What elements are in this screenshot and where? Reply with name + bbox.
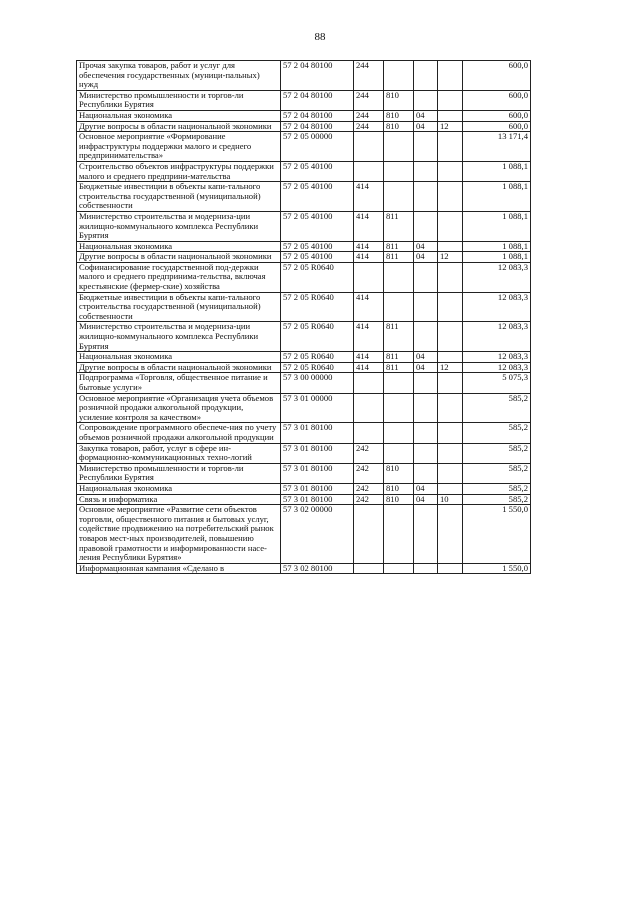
row-subsection: [438, 262, 463, 292]
table-row: [77, 252, 531, 263]
row-expense-type: 414: [354, 352, 384, 363]
row-subsection: [438, 352, 463, 363]
table-row: [77, 373, 531, 393]
table-row: [77, 211, 531, 241]
row-subsection: [438, 563, 463, 574]
row-section: 04: [414, 110, 438, 121]
row-section: [414, 393, 438, 423]
table-row: [77, 90, 531, 110]
row-section: [414, 505, 438, 564]
row-expense-type: [354, 563, 384, 574]
table-row: [77, 182, 531, 212]
row-name: Сопровождение программного обеспече-ния по учету объемов розничной продажи алкогольной продукции: [77, 423, 281, 443]
row-name: Связь и информатика: [77, 494, 281, 505]
row-name: Подпрограмма «Торговля, общественное питание и бытовые услуги»: [77, 373, 281, 393]
table-row: [77, 132, 531, 162]
row-name: Министерство строительства и модерниза-ции жилищно-коммунального комплекса Республики Бурятия: [77, 322, 281, 352]
row-sum: 1 088,1: [463, 211, 531, 241]
row-ministry-code: 810: [384, 90, 414, 110]
row-code: 57 3 01 80100: [281, 463, 354, 483]
row-code: 57 2 04 80100: [281, 110, 354, 121]
row-code: 57 3 01 80100: [281, 494, 354, 505]
row-expense-type: [354, 423, 384, 443]
row-name: Основное мероприятие «Развитие сети объектов торговли, общественного питания и бытовых услуг, содействие продвижению на потребительский рынок товаров мест-ных производителей, повышению правовой грамотности и информированности насе-ления Республики Бурятия»: [77, 505, 281, 564]
row-name: Бюджетные инвестиции в объекты капи-тального строительства государственной (муниципальной) собственности: [77, 292, 281, 322]
row-name: Национальная экономика: [77, 241, 281, 252]
row-code: 57 2 04 80100: [281, 61, 354, 91]
row-ministry-code: 811: [384, 322, 414, 352]
row-subsection: [438, 292, 463, 322]
row-sum: 1 088,1: [463, 252, 531, 263]
row-name: Основное мероприятие «Организация учета объемов розничной продажи алкогольной продукции, усиление контроля за качеством»: [77, 393, 281, 423]
row-ministry-code: 811: [384, 362, 414, 373]
row-subsection: [438, 443, 463, 463]
table-row: [77, 121, 531, 132]
row-code: 57 2 05 R0640: [281, 322, 354, 352]
row-name: Софинансирование государственной под-держки малого и среднего предпринима-тельства, включая крестьянские (фермер-ские) хозяйства: [77, 262, 281, 292]
row-sum: 1 088,1: [463, 241, 531, 252]
row-expense-type: [354, 393, 384, 423]
row-sum: 585,2: [463, 423, 531, 443]
row-ministry-code: [384, 505, 414, 564]
row-subsection: [438, 373, 463, 393]
row-ministry-code: [384, 393, 414, 423]
row-section: [414, 423, 438, 443]
row-subsection: [438, 110, 463, 121]
row-code: 57 3 02 00000: [281, 505, 354, 564]
row-sum: 1 550,0: [463, 563, 531, 574]
row-ministry-code: 810: [384, 463, 414, 483]
row-ministry-code: [384, 61, 414, 91]
row-subsection: [438, 505, 463, 564]
row-ministry-code: [384, 292, 414, 322]
row-name: Министерство промышленности и торгов-ли Республики Бурятия: [77, 463, 281, 483]
table-row: [77, 110, 531, 121]
row-ministry-code: 811: [384, 252, 414, 263]
row-section: [414, 322, 438, 352]
row-sum: 12 083,3: [463, 262, 531, 292]
row-ministry-code: [384, 373, 414, 393]
row-expense-type: 414: [354, 252, 384, 263]
row-subsection: [438, 161, 463, 181]
row-name: Национальная экономика: [77, 110, 281, 121]
row-subsection: [438, 322, 463, 352]
row-section: [414, 292, 438, 322]
row-subsection: [438, 393, 463, 423]
table-row: [77, 494, 531, 505]
table-row: [77, 362, 531, 373]
table-row: [77, 393, 531, 423]
row-code: 57 3 02 80100: [281, 563, 354, 574]
row-subsection: [438, 132, 463, 162]
row-sum: 12 083,3: [463, 292, 531, 322]
table-row: [77, 505, 531, 564]
row-section: [414, 563, 438, 574]
row-sum: 13 171,4: [463, 132, 531, 162]
table-row: [77, 563, 531, 574]
row-subsection: [438, 423, 463, 443]
row-name: Строительство объектов инфраструктуры поддержки малого и среднего предприни-мательства: [77, 161, 281, 181]
row-section: 04: [414, 494, 438, 505]
row-sum: 1 550,0: [463, 505, 531, 564]
row-name: Национальная экономика: [77, 483, 281, 494]
row-ministry-code: 810: [384, 121, 414, 132]
row-ministry-code: [384, 262, 414, 292]
row-name: Другие вопросы в области национальной экономики: [77, 252, 281, 263]
row-code: 57 2 05 R0640: [281, 262, 354, 292]
row-ministry-code: [384, 132, 414, 162]
row-expense-type: [354, 262, 384, 292]
row-sum: 600,0: [463, 90, 531, 110]
row-ministry-code: 810: [384, 483, 414, 494]
row-name: Другие вопросы в области национальной экономики: [77, 121, 281, 132]
row-section: [414, 61, 438, 91]
row-code: 57 3 01 80100: [281, 443, 354, 463]
page-number: 88: [314, 31, 326, 43]
row-ministry-code: [384, 563, 414, 574]
row-section: [414, 262, 438, 292]
row-expense-type: 414: [354, 362, 384, 373]
row-sum: 600,0: [463, 121, 531, 132]
row-sum: 5 075,3: [463, 373, 531, 393]
table-row: [77, 161, 531, 181]
row-section: 04: [414, 362, 438, 373]
table-row: [77, 483, 531, 494]
row-subsection: 12: [438, 362, 463, 373]
row-section: 04: [414, 352, 438, 363]
row-code: 57 2 05 R0640: [281, 292, 354, 322]
row-code: 57 3 01 80100: [281, 483, 354, 494]
row-subsection: [438, 182, 463, 212]
row-subsection: [438, 61, 463, 91]
row-section: [414, 182, 438, 212]
row-code: 57 3 01 80100: [281, 423, 354, 443]
table-row: [77, 423, 531, 443]
row-subsection: 12: [438, 252, 463, 263]
row-ministry-code: [384, 423, 414, 443]
row-sum: 1 088,1: [463, 182, 531, 212]
row-sum: 12 083,3: [463, 322, 531, 352]
row-code: 57 3 01 00000: [281, 393, 354, 423]
row-section: [414, 161, 438, 181]
row-section: [414, 90, 438, 110]
table-row: [77, 443, 531, 463]
row-name: Бюджетные инвестиции в объекты капи-тального строительства государственной (муниципальной) собственности: [77, 182, 281, 212]
row-sum: 585,2: [463, 494, 531, 505]
row-ministry-code: 811: [384, 211, 414, 241]
table-row: [77, 262, 531, 292]
row-sum: 600,0: [463, 110, 531, 121]
row-name: Информационная кампания «Сделано в: [77, 563, 281, 574]
row-ministry-code: 810: [384, 110, 414, 121]
row-name: Министерство промышленности и торгов-ли Республики Бурятия: [77, 90, 281, 110]
row-ministry-code: [384, 161, 414, 181]
row-sum: 585,2: [463, 463, 531, 483]
row-expense-type: 414: [354, 292, 384, 322]
table-row: [77, 352, 531, 363]
row-section: [414, 132, 438, 162]
row-sum: 600,0: [463, 61, 531, 91]
row-ministry-code: 810: [384, 494, 414, 505]
row-expense-type: 244: [354, 61, 384, 91]
row-code: 57 3 00 00000: [281, 373, 354, 393]
table-row: [77, 322, 531, 352]
row-section: 04: [414, 252, 438, 263]
row-section: 04: [414, 241, 438, 252]
row-name: Другие вопросы в области национальной экономики: [77, 362, 281, 373]
row-expense-type: [354, 132, 384, 162]
row-sum: 12 083,3: [463, 362, 531, 373]
row-subsection: [438, 241, 463, 252]
row-ministry-code: 811: [384, 352, 414, 363]
row-name: Закупка товаров, работ, услуг в сфере ин-формационно-коммуникационных техно-логий: [77, 443, 281, 463]
row-expense-type: 414: [354, 241, 384, 252]
row-expense-type: 414: [354, 182, 384, 212]
row-code: 57 2 05 40100: [281, 182, 354, 212]
table-row: [77, 241, 531, 252]
row-code: 57 2 05 R0640: [281, 352, 354, 363]
row-expense-type: 244: [354, 121, 384, 132]
row-code: 57 2 05 40100: [281, 241, 354, 252]
row-ministry-code: [384, 182, 414, 212]
row-section: [414, 443, 438, 463]
row-code: 57 2 04 80100: [281, 121, 354, 132]
table-row: [77, 463, 531, 483]
row-sum: 1 088,1: [463, 161, 531, 181]
row-section: [414, 463, 438, 483]
row-subsection: [438, 211, 463, 241]
row-sum: 585,2: [463, 483, 531, 494]
row-code: 57 2 05 40100: [281, 252, 354, 263]
row-sum: 12 083,3: [463, 352, 531, 363]
row-code: 57 2 04 80100: [281, 90, 354, 110]
row-code: 57 2 05 00000: [281, 132, 354, 162]
budget-table: [76, 60, 531, 574]
row-name: Национальная экономика: [77, 352, 281, 363]
row-code: 57 2 05 R0640: [281, 362, 354, 373]
row-expense-type: 244: [354, 110, 384, 121]
row-subsection: 12: [438, 121, 463, 132]
row-expense-type: 242: [354, 463, 384, 483]
row-expense-type: 414: [354, 211, 384, 241]
row-expense-type: 244: [354, 90, 384, 110]
row-section: 04: [414, 121, 438, 132]
table-row: [77, 292, 531, 322]
table-row: [77, 61, 531, 91]
row-ministry-code: [384, 443, 414, 463]
row-name: Основное мероприятие «Формирование инфраструктуры поддержки малого и среднего предпринимательства»: [77, 132, 281, 162]
row-expense-type: 242: [354, 443, 384, 463]
row-code: 57 2 05 40100: [281, 211, 354, 241]
row-name: Министерство строительства и модерниза-ции жилищно-коммунального комплекса Республики Бурятия: [77, 211, 281, 241]
row-section: [414, 373, 438, 393]
row-section: [414, 211, 438, 241]
row-expense-type: [354, 505, 384, 564]
row-subsection: [438, 90, 463, 110]
row-expense-type: 242: [354, 494, 384, 505]
row-subsection: 10: [438, 494, 463, 505]
row-expense-type: 242: [354, 483, 384, 494]
row-sum: 585,2: [463, 443, 531, 463]
row-subsection: [438, 463, 463, 483]
row-section: 04: [414, 483, 438, 494]
row-name: Прочая закупка товаров, работ и услуг для обеспечения государственных (муници-пальных) нужд: [77, 61, 281, 91]
row-ministry-code: 811: [384, 241, 414, 252]
row-subsection: [438, 483, 463, 494]
row-sum: 585,2: [463, 393, 531, 423]
row-code: 57 2 05 40100: [281, 161, 354, 181]
row-expense-type: [354, 373, 384, 393]
budget-table-body: [77, 61, 531, 574]
row-expense-type: 414: [354, 322, 384, 352]
row-expense-type: [354, 161, 384, 181]
